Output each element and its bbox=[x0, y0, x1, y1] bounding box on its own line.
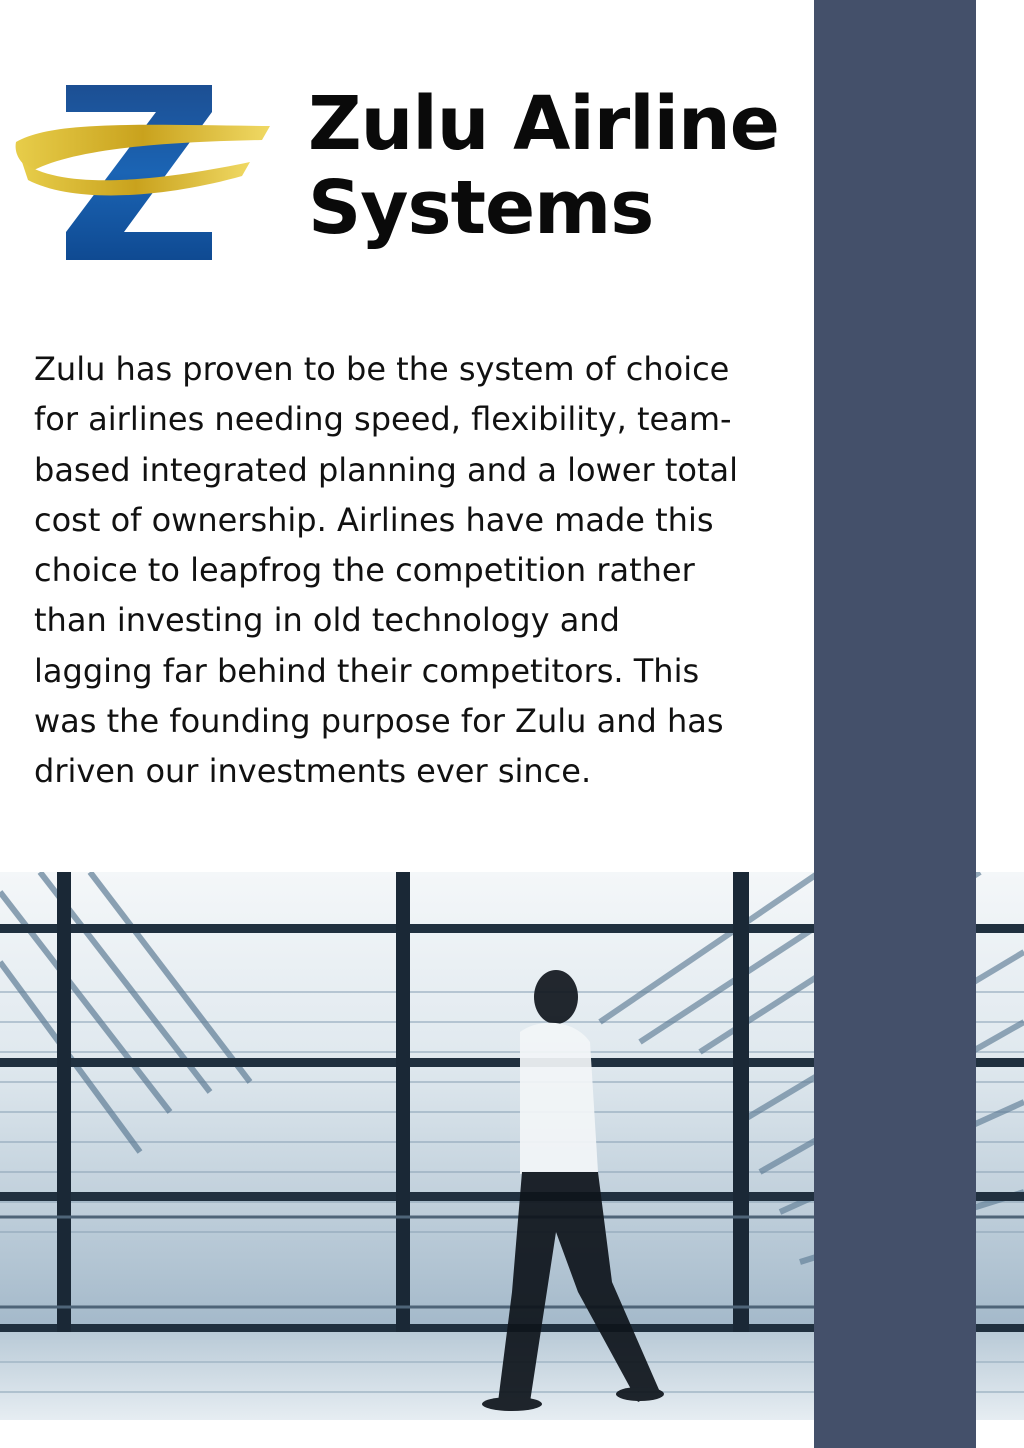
intro-line: based integrated planning and a lower total bbox=[34, 450, 738, 489]
intro-line: was the founding purpose for Zulu and has bbox=[34, 702, 724, 741]
company-title-line: Zulu Airline bbox=[308, 81, 779, 167]
intro-line: than investing in old technology and bbox=[34, 601, 620, 640]
intro-line: cost of ownership. Airlines have made this bbox=[34, 500, 714, 539]
intro-line: lagging far behind their competitors. This bbox=[34, 651, 700, 690]
intro-paragraph bbox=[34, 344, 802, 797]
side-accent-band bbox=[814, 0, 976, 1448]
company-title bbox=[308, 82, 808, 250]
intro-line: driven our investments ever since. bbox=[34, 752, 592, 791]
intro-line: Zulu has proven to be the system of choice bbox=[34, 350, 730, 388]
intro-line: choice to leapfrog the competition rather bbox=[34, 551, 695, 590]
company-title-line: Systems bbox=[308, 165, 654, 251]
zulu-z-logo-icon bbox=[14, 80, 274, 265]
intro-line: for airlines needing speed, flexibility, team- bbox=[34, 400, 732, 439]
